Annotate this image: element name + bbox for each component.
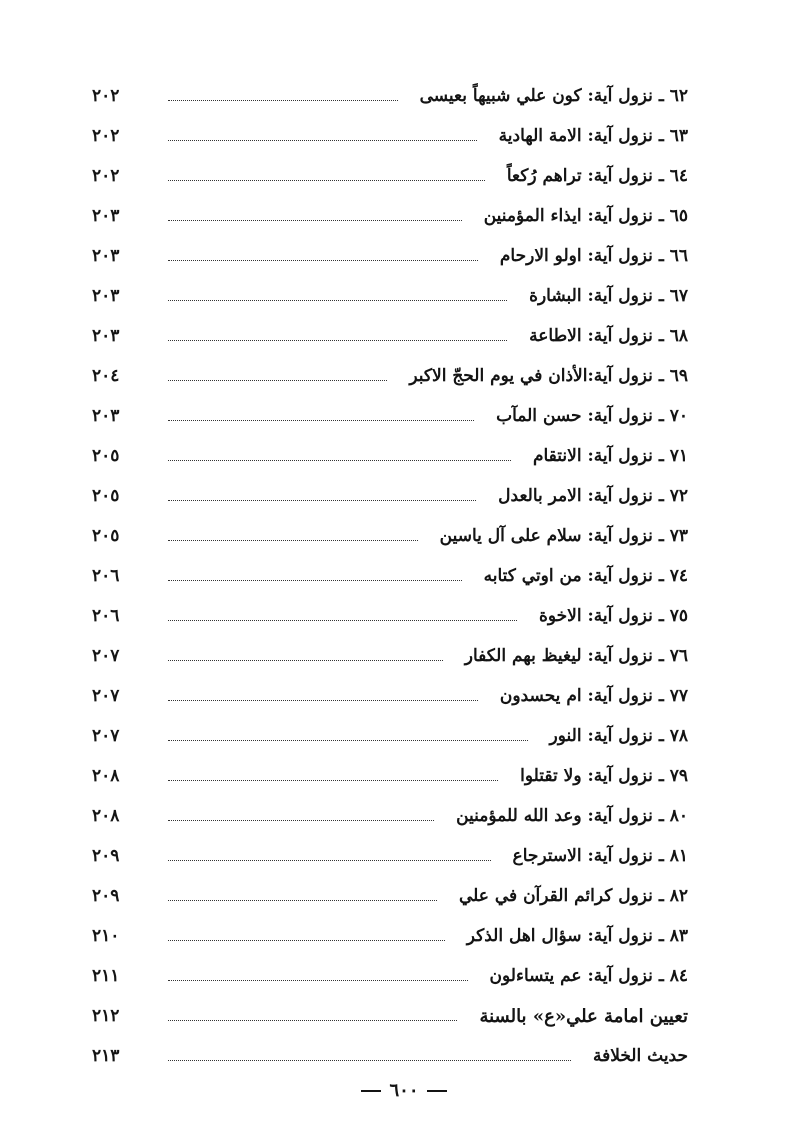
dot-leader bbox=[168, 980, 468, 981]
toc-entry bbox=[92, 76, 688, 116]
toc-entry-page: ٢٠٩ bbox=[92, 886, 120, 906]
table-of-contents bbox=[92, 76, 688, 1076]
toc-entry-title: ٧٥ ـ نزول آية: الاخوة bbox=[538, 606, 688, 626]
toc-entry-title: ٦٤ ـ نزول آية: تراهم رُكعاً bbox=[506, 166, 688, 186]
toc-entry-page: ٢٠٨ bbox=[92, 806, 120, 826]
toc-entry-page: ٢٠٣ bbox=[92, 286, 120, 306]
toc-entry-title: ٧٢ ـ نزول آية: الامر بالعدل bbox=[498, 486, 688, 506]
toc-entry-title: ٧٣ ـ نزول آية: سلام على آل ياسين bbox=[439, 526, 688, 546]
toc-entry bbox=[92, 436, 688, 476]
dot-leader bbox=[168, 340, 507, 341]
toc-entry bbox=[92, 596, 688, 636]
toc-entry-title: ٨٤ ـ نزول آية: عم يتساءلون bbox=[489, 966, 688, 986]
toc-entry bbox=[92, 1036, 688, 1076]
dot-leader bbox=[168, 540, 418, 541]
toc-entry-title: ٧١ ـ نزول آية: الانتقام bbox=[532, 446, 688, 466]
dot-leader bbox=[168, 740, 528, 741]
toc-entry-page: ٢٠٦ bbox=[92, 606, 120, 626]
toc-entry bbox=[92, 276, 688, 316]
dot-leader bbox=[168, 260, 478, 261]
dot-leader bbox=[168, 860, 491, 861]
toc-entry-page: ٢٠٦ bbox=[92, 566, 120, 586]
page-footer bbox=[0, 1080, 808, 1101]
toc-entry-title: ٨٠ ـ نزول آية: وعد الله للمؤمنين bbox=[456, 806, 688, 826]
toc-entry bbox=[92, 756, 688, 796]
dot-leader bbox=[168, 940, 445, 941]
toc-entry-title: ٦٥ ـ نزول آية: ايذاء المؤمنين bbox=[483, 206, 688, 226]
dot-leader bbox=[168, 820, 434, 821]
toc-entry-title: حديث الخلافة bbox=[592, 1046, 688, 1066]
dot-leader bbox=[168, 580, 462, 581]
toc-entry-page: ٢٠٨ bbox=[92, 766, 120, 786]
toc-entry-page: ٢٠٥ bbox=[92, 486, 120, 506]
toc-entry bbox=[92, 396, 688, 436]
dot-leader bbox=[168, 140, 477, 141]
toc-entry-page: ٢١١ bbox=[92, 966, 120, 986]
dot-leader bbox=[168, 660, 443, 661]
toc-entry bbox=[92, 716, 688, 756]
toc-entry-page: ٢٠٣ bbox=[92, 246, 120, 266]
toc-entry bbox=[92, 836, 688, 876]
toc-entry-page: ٢١٠ bbox=[92, 926, 120, 946]
dot-leader bbox=[168, 300, 507, 301]
toc-entry bbox=[92, 116, 688, 156]
toc-entry-title: ٧٦ ـ نزول آية: ليغيظ بهم الكفار bbox=[464, 646, 688, 666]
toc-entry bbox=[92, 916, 688, 956]
toc-entry-page: ٢٠٢ bbox=[92, 166, 120, 186]
toc-entry bbox=[92, 476, 688, 516]
toc-entry bbox=[92, 196, 688, 236]
dot-leader bbox=[168, 420, 474, 421]
toc-entry-page: ٢٠٧ bbox=[92, 686, 120, 706]
toc-entry-title: ٦٣ ـ نزول آية: الامة الهادية bbox=[498, 126, 688, 146]
toc-entry bbox=[92, 156, 688, 196]
toc-entry-page: ٢١٢ bbox=[92, 1006, 120, 1026]
toc-entry-page: ٢١٣ bbox=[92, 1046, 120, 1066]
toc-entry-title: ٦٢ ـ نزول آية: كون علي شبيهاً بعيسى bbox=[419, 86, 688, 106]
dot-leader bbox=[168, 780, 498, 781]
toc-entry bbox=[92, 636, 688, 676]
toc-entry-page: ٢٠٢ bbox=[92, 126, 120, 146]
footer-dash-right bbox=[361, 1090, 381, 1092]
toc-entry-page: ٢٠٥ bbox=[92, 446, 120, 466]
toc-entry bbox=[92, 556, 688, 596]
toc-entry-title: ٨٣ ـ نزول آية: سؤال اهل الذكر bbox=[466, 926, 688, 946]
dot-leader bbox=[168, 700, 478, 701]
toc-entry-title: ٦٩ ـ نزول آية:الأذان في يوم الحجّ الاكبر bbox=[409, 366, 688, 386]
toc-entry bbox=[92, 316, 688, 356]
toc-entry bbox=[92, 876, 688, 916]
toc-entry bbox=[92, 956, 688, 996]
toc-entry-title: ٦٧ ـ نزول آية: البشارة bbox=[529, 286, 688, 306]
toc-entry-title: ٦٦ ـ نزول آية: اولو الارحام bbox=[499, 246, 688, 266]
toc-entry bbox=[92, 516, 688, 556]
toc-entry-page: ٢٠٥ bbox=[92, 526, 120, 546]
toc-entry bbox=[92, 996, 688, 1036]
footer-page-number: ٦٠٠ bbox=[389, 1080, 419, 1101]
toc-entry-title: ٧٩ ـ نزول آية: ولا تقتلوا bbox=[520, 766, 688, 786]
toc-entry-title: ٧٨ ـ نزول آية: النور bbox=[549, 726, 688, 746]
toc-entry-title: ٨٢ ـ نزول كرائم القرآن في علي bbox=[459, 886, 688, 906]
dot-leader bbox=[168, 900, 437, 901]
dot-leader bbox=[168, 620, 517, 621]
dot-leader bbox=[168, 460, 511, 461]
toc-entry-page: ٢٠٣ bbox=[92, 406, 120, 426]
toc-entry bbox=[92, 356, 688, 396]
dot-leader bbox=[168, 500, 476, 501]
toc-entry-page: ٢٠٧ bbox=[92, 646, 120, 666]
toc-entry-page: ٢٠٤ bbox=[92, 366, 120, 386]
dot-leader bbox=[168, 220, 462, 221]
dot-leader bbox=[168, 380, 387, 381]
toc-entry-title: ٧٧ ـ نزول آية: ام يحسدون bbox=[499, 686, 688, 706]
toc-entry-page: ٢٠٣ bbox=[92, 326, 120, 346]
toc-entry-page: ٢٠٣ bbox=[92, 206, 120, 226]
toc-entry-title: تعيين امامة علي«ع» بالسنة bbox=[479, 1005, 688, 1027]
toc-entry-page: ٢٠٧ bbox=[92, 726, 120, 746]
toc-entry bbox=[92, 796, 688, 836]
dot-leader bbox=[168, 1020, 457, 1021]
toc-entry-title: ٧٠ ـ نزول آية: حسن المآب bbox=[496, 406, 688, 426]
dot-leader bbox=[168, 1060, 571, 1061]
toc-entry-title: ٦٨ ـ نزول آية: الاطاعة bbox=[529, 326, 688, 346]
dot-leader bbox=[168, 180, 485, 181]
toc-entry bbox=[92, 676, 688, 716]
toc-entry-title: ٨١ ـ نزول آية: الاسترجاع bbox=[512, 846, 688, 866]
toc-entry-title: ٧٤ ـ نزول آية: من اوتي كتابه bbox=[483, 566, 688, 586]
toc-entry-page: ٢٠٩ bbox=[92, 846, 120, 866]
footer-dash-left bbox=[427, 1090, 447, 1092]
toc-entry bbox=[92, 236, 688, 276]
dot-leader bbox=[168, 100, 398, 101]
toc-entry-page: ٢٠٢ bbox=[92, 86, 120, 106]
